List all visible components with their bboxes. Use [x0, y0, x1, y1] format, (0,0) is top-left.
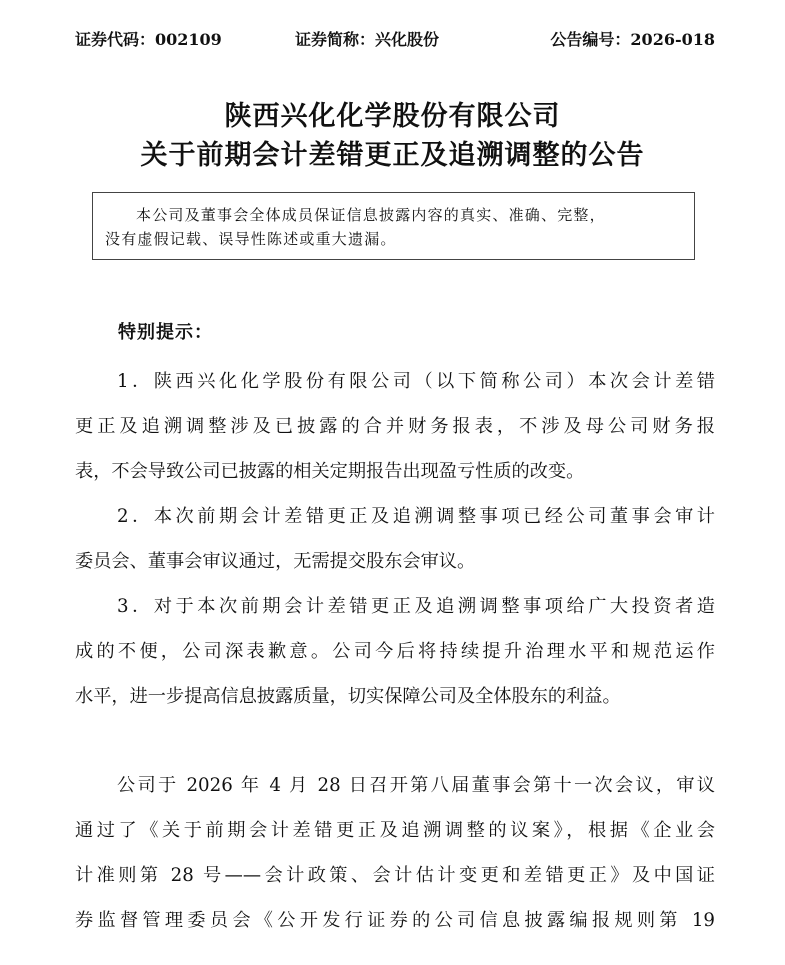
- special-tip-heading: 特别提示：: [118, 322, 213, 343]
- paragraph-line: 水平，进一步提高信息披露质量，切实保障公司及全体股东的利益。: [75, 686, 621, 707]
- paragraph-line: 成的不便，公司深表歉意。公司今后将持续提升治理水平和规范运作: [75, 641, 715, 662]
- special-tip-item-3: [75, 584, 715, 719]
- paragraph-line: 1．陕西兴化化学股份有限公司（以下简称公司）本次会计差错: [117, 371, 715, 392]
- notice-line: 本公司及董事会全体成员保证信息披露内容的真实、准确、完整，: [136, 206, 606, 224]
- stock-code: 证券代码：002109: [75, 30, 222, 49]
- special-tip-item-2: [75, 494, 715, 584]
- body-paragraph: [75, 763, 715, 943]
- paragraph-line: 表，不会导致公司已披露的相关定期报告出现盈亏性质的改变。: [75, 461, 585, 482]
- paragraph-line: 券监督管理委员会《公开发行证券的公司信息披露编报规则第 19: [75, 910, 715, 931]
- paragraph-line: 通过了《关于前期会计差错更正及追溯调整的议案》，根据《企业会: [75, 820, 715, 841]
- announcement-header: [75, 27, 715, 51]
- announcement-number: 公告编号：2026-018: [550, 30, 715, 49]
- special-tip-item-1: [75, 359, 715, 494]
- paragraph-line: 2．本次前期会计差错更正及追溯调整事项已经公司董事会审计: [117, 506, 715, 527]
- announcement-title: 关于前期会计差错更正及追溯调整的公告: [140, 140, 645, 171]
- paragraph-line: 更正及追溯调整涉及已披露的合并财务报表，不涉及母公司财务报: [75, 416, 715, 437]
- paragraph-line: 计准则第 28 号——会计政策、会计估计变更和差错更正》及中国证: [75, 865, 715, 886]
- notice-line: 没有虚假记载、误导性陈述或重大遗漏。: [105, 230, 397, 248]
- stock-name: 证券简称：兴化股份: [295, 30, 440, 49]
- paragraph-line: 3．对于本次前期会计差错更正及追溯调整事项给广大投资者造: [117, 596, 715, 617]
- company-title: 陕西兴化化学股份有限公司: [224, 101, 561, 132]
- paragraph-line: 公司于 2026 年 4 月 28 日召开第八届董事会第十一次会议，审议: [117, 775, 715, 796]
- paragraph-line: 委员会、董事会审议通过，无需提交股东会审议。: [75, 551, 476, 572]
- board-guarantee-notice: [92, 192, 695, 260]
